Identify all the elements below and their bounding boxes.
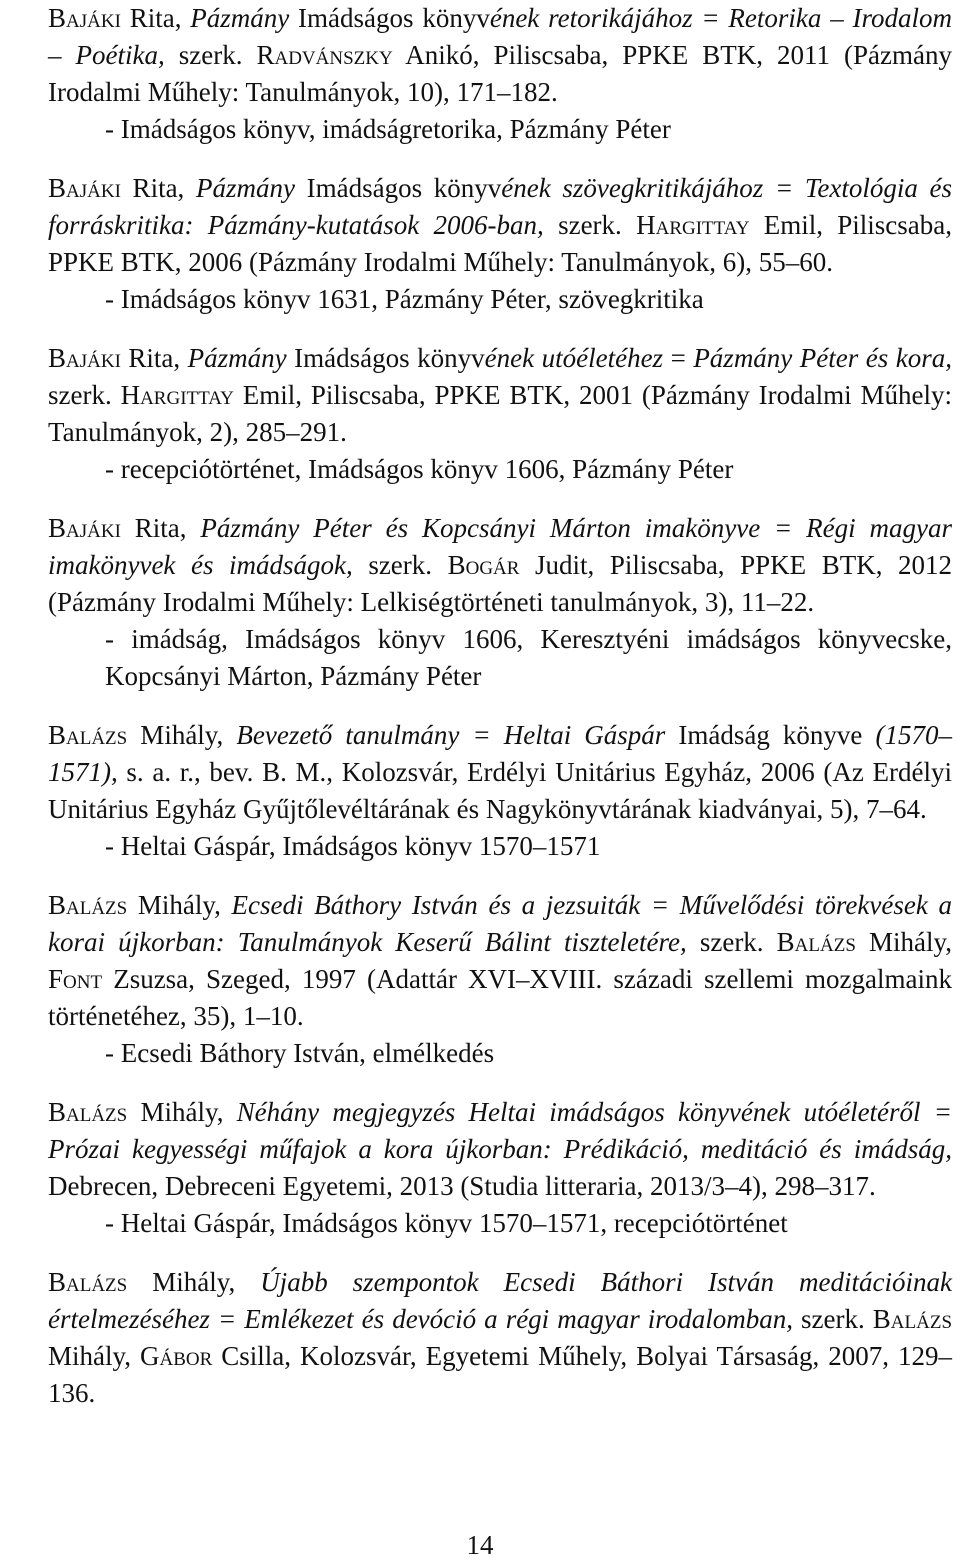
citation-segment: Debrecen, Debreceni Egyetemi, 2013 (Studia litteraria, 2013/3–4), 298–317. <box>48 1171 876 1201</box>
author-name: Radvánszky <box>256 40 393 70</box>
bibliography-entry <box>48 170 952 318</box>
citation-text <box>48 887 952 1035</box>
citation-text <box>48 1264 952 1412</box>
title-text: Pázmány <box>195 173 295 203</box>
author-name: Bajáki <box>48 173 121 203</box>
citation-text <box>48 340 952 451</box>
citation-text <box>48 1094 952 1205</box>
citation-segment: szerk. <box>48 380 121 410</box>
keywords-line: - Heltai Gáspár, Imádságos könyv 1570–1571 <box>105 831 601 861</box>
keywords-line: - Imádságos könyv 1631, Pázmány Péter, szövegkritika <box>105 284 704 314</box>
author-name: Hargittay <box>636 210 750 240</box>
citation-segment: Imádságos könyv <box>289 3 490 33</box>
author-name: Gábor <box>139 1341 213 1371</box>
bibliography-entry <box>48 1094 952 1242</box>
author-name: Balázs <box>776 927 856 957</box>
citation-segment: Imádság könyve <box>665 720 876 750</box>
citation-segment: Anikó, Piliscsaba, PPKE BTK, 2011 (Pázmány Irodalmi Műhely: Tanulmányok, 10), 171–182. <box>48 40 953 107</box>
citation-segment: Mihály, <box>127 1267 261 1297</box>
author-name: Bajáki <box>48 513 121 543</box>
citation-segment: Rita, <box>120 173 196 203</box>
title-text: Pázmány Péter és kora, <box>693 343 953 373</box>
citation-segment: s. a. r., bev. B. M., Kolozsvár, Erdélyi Unitárius Egyház, 2006 (Az Erdélyi Unitárius Egyház Gyűjtőlevéltárának és Nagykönyvtárának kiadványai, 5), 7–64. <box>48 757 952 824</box>
author-name: Font <box>48 964 103 994</box>
title-text: Néhány megjegyzés Heltai imádságos könyvének utóéletéről = Prózai kegyességi műfajok a kora újkorban: Prédikáció, meditáció és imádság, <box>48 1097 952 1164</box>
citation-segment: Csilla, Kolozsvár, Egyetemi Műhely, Bolyai Társaság, 2007, 129–136. <box>48 1341 952 1408</box>
citation-segment: szerk. <box>793 1304 873 1334</box>
citation-text <box>48 170 952 281</box>
bibliography-list <box>48 0 952 1412</box>
citation-segment: Mihály, <box>127 1097 237 1127</box>
author-name: Bogár <box>447 550 520 580</box>
title-text: Újabb szempontok Ecsedi Báthori István meditációinak értelmezéséhez = Emlékezet és devóció a régi magyar irodalomban, <box>48 1267 952 1334</box>
keywords-line: - recepciótörténet, Imádságos könyv 1606, Pázmány Péter <box>105 454 734 484</box>
citation-segment: = <box>663 343 694 373</box>
citation-segment: Emil, Piliscsaba, PPKE BTK, 2006 (Pázmány Irodalmi Műhely: Tanulmányok, 6), 55–60. <box>48 210 953 277</box>
author-name: Bajáki <box>48 343 121 373</box>
title-text: ének retorikájához = Retorika – Irodalom – Poétika, <box>48 3 952 70</box>
bibliography-entry <box>48 717 952 865</box>
author-name: Balázs <box>48 890 128 920</box>
citation-segment: Imádságos könyv <box>286 343 485 373</box>
keywords-line: - Heltai Gáspár, Imádságos könyv 1570–1571, recepciótörténet <box>105 1208 788 1238</box>
citation-segment: Rita, <box>120 343 188 373</box>
bibliography-entry <box>48 510 952 695</box>
bibliography-entry <box>48 887 952 1072</box>
bibliography-entry <box>48 1264 952 1412</box>
title-text: Pázmány <box>190 3 290 33</box>
citation-segment: szerk. <box>352 550 448 580</box>
citation-segment: Mihály, <box>127 890 232 920</box>
title-text: ének utóéletéhez <box>484 343 664 373</box>
author-name: Bajáki <box>48 3 121 33</box>
citation-segment: Mihály, <box>855 927 953 957</box>
title-text: Pázmány Péter és Kopcsányi Márton imakönyve = Régi magyar imakönyvek és imádságok, <box>48 513 952 580</box>
citation-text <box>48 0 952 111</box>
citation-text <box>48 510 952 621</box>
keywords-line: - Ecsedi Báthory István, elmélkedés <box>105 1038 495 1068</box>
citation-segment: szerk. <box>686 927 777 957</box>
bibliography-entry <box>48 340 952 488</box>
keywords-line: - Imádságos könyv, imádságretorika, Pázmány Péter <box>105 114 671 144</box>
citation-segment: Rita, <box>120 513 201 543</box>
citation-segment: szerk. <box>543 210 637 240</box>
title-text: Pázmány <box>187 343 287 373</box>
citation-segment: Rita, <box>120 3 191 33</box>
author-name: Balázs <box>872 1304 953 1334</box>
title-text: Bevezető tanulmány = Heltai Gáspár <box>236 720 666 750</box>
author-name: Balázs <box>48 1097 128 1127</box>
citation-segment: Judit, Piliscsaba, PPKE BTK, 2012 (Pázmány Irodalmi Műhely: Lelkiségtörténeti tanulmányok, 3), 11–22. <box>48 550 952 617</box>
citation-text <box>48 717 952 828</box>
title-text: ének szövegkritikájához = Textológia és forráskritika: Pázmány-kutatások 2006-ban, <box>48 173 952 240</box>
citation-segment: Mihály, <box>127 720 237 750</box>
citation-segment: Zsuzsa, Szeged, 1997 (Adattár XVI–XVIII. századi szellemi mozgalmaink történetéhez, 35), 1–10. <box>48 964 952 1031</box>
citation-segment: szerk. <box>164 40 257 70</box>
author-name: Balázs <box>48 720 128 750</box>
citation-segment: Mihály, <box>48 1341 140 1371</box>
title-text: (1570–1571), <box>48 720 952 787</box>
keywords-line: - imádság, Imádságos könyv 1606, Keresztyéni imádságos könyvecske, Kopcsányi Márton, Pázmány Péter <box>105 624 952 691</box>
citation-segment: Imádságos könyv <box>294 173 502 203</box>
page-number: 14 <box>466 1530 494 1560</box>
author-name: Balázs <box>48 1267 128 1297</box>
bibliography-entry <box>48 0 952 148</box>
author-name: Hargittay <box>120 380 234 410</box>
citation-segment: Emil, Piliscsaba, PPKE BTK, 2001 (Pázmány Irodalmi Műhely: Tanulmányok, 2), 285–291. <box>48 380 952 447</box>
bibliography-page <box>48 0 952 1434</box>
title-text: Ecsedi Báthory István és a jezsuiták = Művelődési törekvések a korai újkorban: Tanulmányok Keserű Bálint tiszteletére, <box>48 890 952 957</box>
